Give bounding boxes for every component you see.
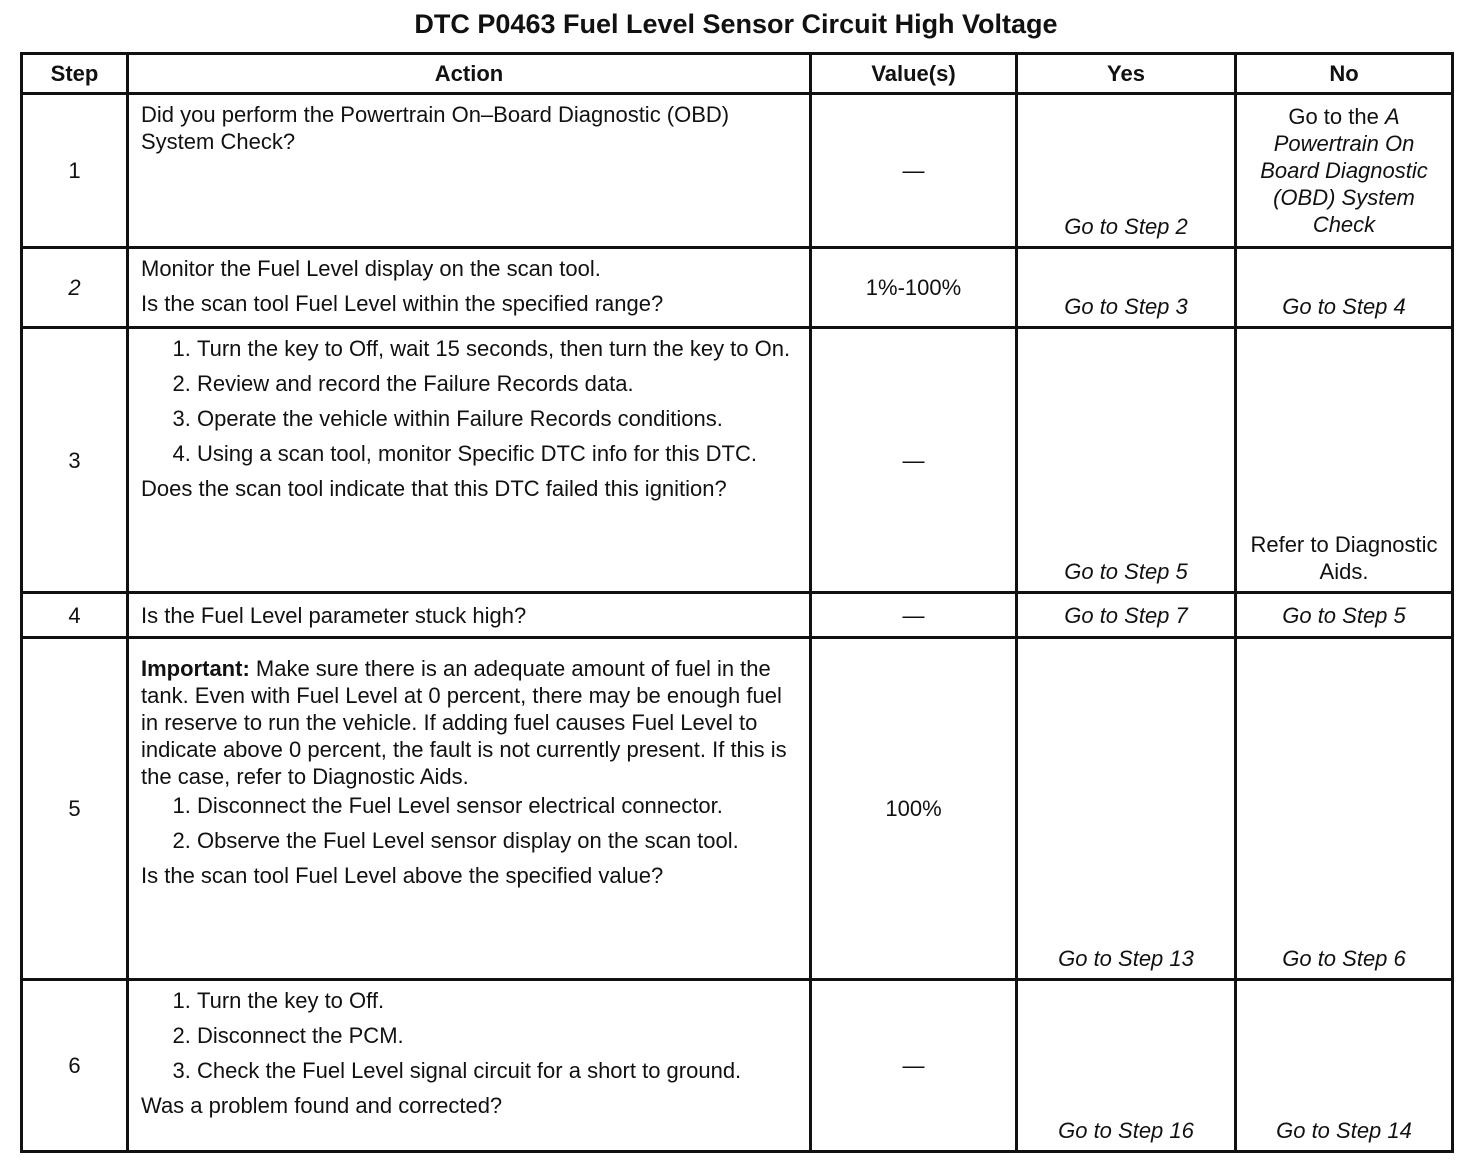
table-row	[22, 328, 1453, 593]
value-cell: —	[811, 593, 1017, 638]
step-number: 2	[22, 248, 128, 328]
action-steps	[141, 335, 797, 467]
no-cell: Go to Step 14	[1236, 980, 1453, 1152]
action-cell	[128, 593, 811, 638]
value-cell: —	[811, 980, 1017, 1152]
no-reference: A Powertrain On Board Diagnostic (OBD) System Check	[1260, 104, 1428, 237]
value-cell: 100%	[811, 638, 1017, 980]
table-header-row	[22, 54, 1453, 94]
action-question: Is the scan tool Fuel Level above the specified value?	[141, 863, 664, 888]
step-number: 6	[22, 980, 128, 1152]
action-question: Is the scan tool Fuel Level within the specified range?	[141, 291, 664, 316]
list-item: 2. Disconnect the PCM.	[197, 1022, 797, 1049]
action-text: Is the Fuel Level parameter stuck high?	[141, 602, 527, 628]
action-text: Did you perform the Powertrain On–Board Diagnostic (OBD) System Check?	[141, 102, 730, 154]
action-steps	[141, 987, 797, 1084]
document-title: DTC P0463 Fuel Level Sensor Circuit High Voltage	[414, 9, 1058, 39]
value-cell: 1%-100%	[811, 248, 1017, 328]
list-item: 1. Disconnect the Fuel Level sensor electrical connector.	[197, 792, 797, 819]
yes-cell: Go to Step 5	[1017, 328, 1236, 593]
list-item: 1. Turn the key to Off, wait 15 seconds, then turn the key to On.	[197, 335, 797, 362]
table-row	[22, 638, 1453, 980]
header-step: Step	[22, 54, 128, 94]
action-cell	[128, 94, 811, 248]
important-label: Important:	[141, 656, 250, 681]
important-note	[141, 655, 797, 790]
diagnostic-table	[20, 52, 1454, 1153]
header-no: No	[1236, 54, 1453, 94]
table-row	[22, 94, 1453, 248]
list-item: 3. Check the Fuel Level signal circuit for a short to ground.	[197, 1057, 797, 1084]
list-item: 1. Turn the key to Off.	[197, 987, 797, 1014]
list-item: 2. Observe the Fuel Level sensor display on the scan tool.	[197, 827, 797, 854]
header-action: Action	[128, 54, 811, 94]
action-cell	[128, 638, 811, 980]
table-row	[22, 980, 1453, 1152]
value-cell: —	[811, 94, 1017, 248]
action-cell	[128, 980, 811, 1152]
value-cell: —	[811, 328, 1017, 593]
step-number: 4	[22, 593, 128, 638]
yes-cell: Go to Step 7	[1017, 593, 1236, 638]
list-item: 2. Review and record the Failure Records data.	[197, 370, 797, 397]
yes-cell: Go to Step 13	[1017, 638, 1236, 980]
no-prefix: Go to the	[1288, 104, 1385, 129]
no-cell: Refer to Diagnostic Aids.	[1236, 328, 1453, 593]
important-text: Make sure there is an adequate amount of fuel in the tank. Even with Fuel Level at 0 percent, there may be enough fuel in reserve to run the vehicle. If adding fuel causes Fuel Level to indicate above 0 percent, the fault is not currently present. If this is the case, refer to Diagnostic Aids.	[141, 656, 787, 789]
no-cell	[1236, 94, 1453, 248]
step-number: 1	[22, 94, 128, 248]
header-values: Value(s)	[811, 54, 1017, 94]
no-cell: Go to Step 4	[1236, 248, 1453, 328]
action-steps	[141, 792, 797, 854]
yes-cell: Go to Step 2	[1017, 94, 1236, 248]
list-item: 3. Operate the vehicle within Failure Records conditions.	[197, 405, 797, 432]
action-cell	[128, 248, 811, 328]
action-cell	[128, 328, 811, 593]
action-question: Was a problem found and corrected?	[141, 1093, 503, 1118]
no-cell: Go to Step 5	[1236, 593, 1453, 638]
step-number: 3	[22, 328, 128, 593]
action-question: Does the scan tool indicate that this DTC failed this ignition?	[141, 476, 727, 501]
table-row	[22, 593, 1453, 638]
yes-cell: Go to Step 16	[1017, 980, 1236, 1152]
action-line: Monitor the Fuel Level display on the scan tool.	[141, 256, 601, 281]
yes-cell: Go to Step 3	[1017, 248, 1236, 328]
header-yes: Yes	[1017, 54, 1236, 94]
table-row	[22, 248, 1453, 328]
list-item: 4. Using a scan tool, monitor Specific DTC info for this DTC.	[197, 440, 797, 467]
no-cell: Go to Step 6	[1236, 638, 1453, 980]
step-number: 5	[22, 638, 128, 980]
